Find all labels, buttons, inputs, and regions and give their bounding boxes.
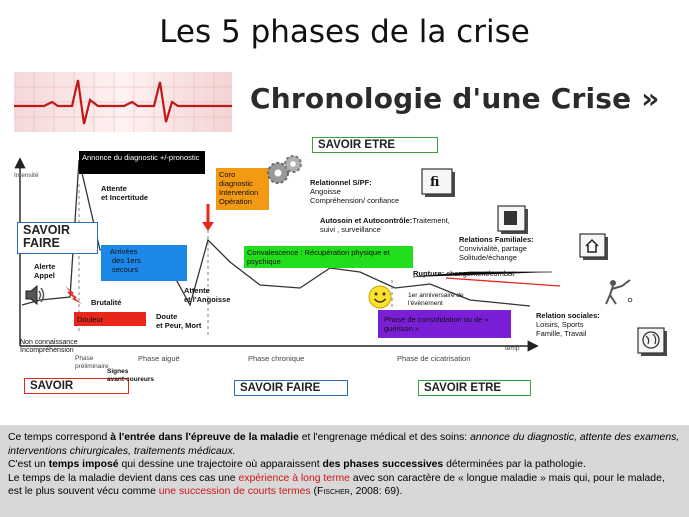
caption-box [0, 425, 689, 517]
caption-paragraph-1: Ce temps correspond à l'entrée dans l'épreuve de la maladie et l'engrenage médical et des soins: annonce du diagnostic, attente des examens, interventions chirurgicales, traitements médicaux. [8, 432, 680, 457]
text-non-connaissance: Non connaissance Incompréhension [20, 339, 78, 354]
lightning-icon [62, 284, 86, 308]
diagram-title: Chronologie d'une Crise » [250, 82, 660, 115]
text-autosoin: Autosoin et Autocontrôle:Traitement, suivi , surveillance [320, 216, 450, 234]
text-phase-chronique: Phase chronique [248, 354, 305, 363]
globe-icon [636, 326, 670, 358]
box-douleur: Douleur [74, 312, 146, 326]
golfer-icon [596, 278, 636, 306]
box-annonce-diagnostic: Annonce du diagnostic +/-pronostic [79, 151, 205, 174]
text-doute-peur: Doute et Peur, Mort [156, 312, 202, 330]
caption-paragraph-2: C'est un temps imposé qui dessine une trajectoire où apparaissent des phases successives déterminées par la pathologie. [8, 459, 586, 471]
text-relation-sociales: Relation sociales: Loisirs, Sports Famille, Travail [536, 311, 600, 338]
text-attente-incertitude: Attente et Incertitude [101, 184, 149, 202]
text-relationnel: Relationnel S/PF: Angoisse Compréhension/ confiance [310, 178, 400, 205]
caption-paragraph-3: Le temps de la maladie devient dans ces cas une expérience à long terme avec son caractère de « longue maladie » mais qui, pour le malade, est le plus souvent vécu comme une succession de courts termes (Fischer, 2008: 69). [8, 472, 665, 498]
home-icon [578, 232, 610, 262]
label-savoir: SAVOIR [24, 378, 129, 394]
text-signes-avant-coureurs: Signes avant-coureurs [107, 368, 154, 383]
label-savoir-etre-bottom: SAVOIR ETRE [418, 380, 531, 396]
text-phase-aigue: Phase aiguë [138, 354, 180, 363]
label-savoir-etre-top: SAVOIR ETRE [312, 137, 438, 153]
document-icon [420, 167, 458, 199]
text-brutalite: Brutalité [91, 298, 122, 307]
text-relations-familiales: Relations Familiales: Convivialité, partage Solitude/échange [459, 235, 534, 262]
text-alerte-appel: Alerte Appel [34, 262, 56, 280]
box-consolidation: Phase de consolidation ou de « guérison » [378, 310, 511, 338]
box-coro-operation: Coro diagnostic Intervention Opération [216, 168, 269, 210]
text-attente-angoisse: Attente et l'Angoisse [184, 286, 231, 304]
text-phase-preliminaire: Phase préliminaire [75, 355, 109, 370]
notepad-icon [496, 204, 532, 236]
red-down-arrow [202, 222, 214, 231]
text-rupture: Rupture: changement/combat [413, 269, 515, 278]
label-savoir-faire-left: SAVOIR FAIRE [17, 222, 98, 254]
svg-text:fi: fi [430, 175, 440, 190]
y-axis-label: Intensité [14, 172, 39, 179]
smiley-icon [368, 285, 392, 309]
slide-title: Les 5 phases de la crise [159, 14, 530, 50]
text-anniversaire: 1er anniversaire de l'évènement [408, 292, 464, 307]
text-phase-cicatrisation: Phase de cicatrisation [397, 354, 471, 363]
gears-icon [265, 153, 305, 187]
box-arrivees-secours: Arrivées des 1ers secours [101, 245, 187, 281]
speaker-icon [24, 283, 46, 307]
x-axis-label: temp [505, 345, 520, 352]
label-savoir-faire-bottom: SAVOIR FAIRE [234, 380, 348, 396]
box-convalescence: Convalescence : Récupération physique et psychique [244, 246, 413, 268]
